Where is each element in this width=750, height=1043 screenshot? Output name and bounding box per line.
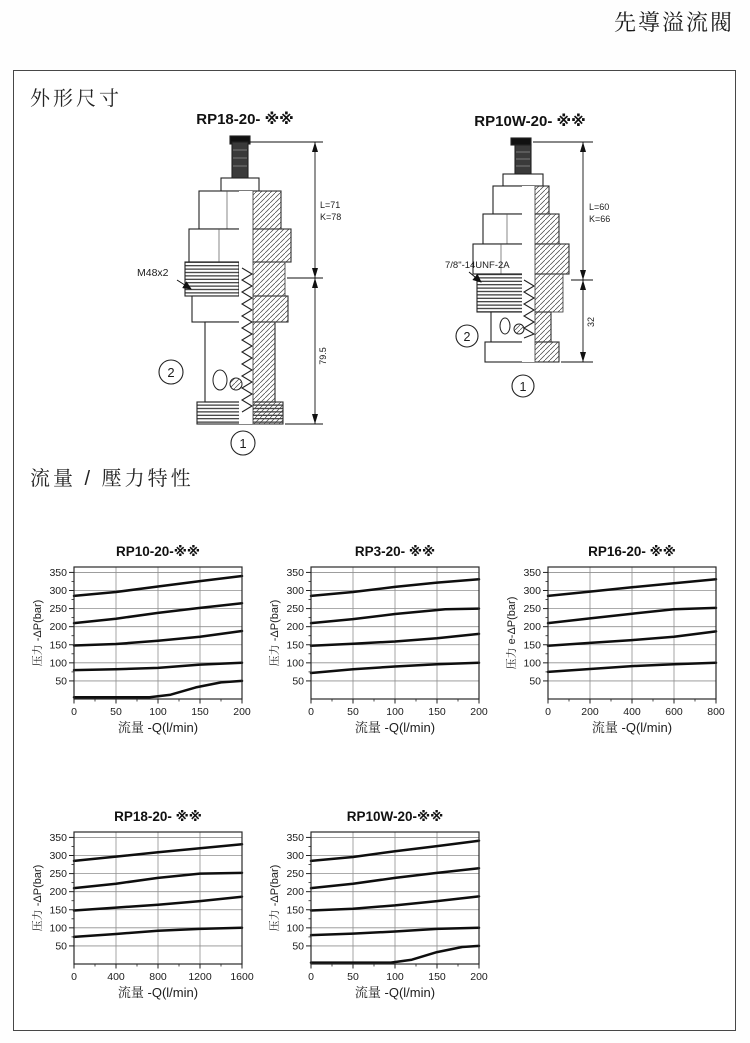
x-tick-label: 150: [428, 971, 446, 983]
valve2-dim-l-label: L=60: [589, 202, 610, 212]
x-axis-label: 流量 -Q(l/min): [117, 720, 199, 735]
x-tick-label: 50: [110, 706, 122, 718]
x-tick-label: 200: [581, 706, 599, 718]
y-tick-label: 50: [529, 675, 541, 688]
y-tick-label: 150: [286, 904, 304, 917]
y-tick-label: 100: [523, 657, 541, 670]
x-tick-label: 200: [233, 706, 251, 718]
y-tick-label: 100: [286, 657, 304, 670]
y-tick-label: 300: [523, 585, 541, 598]
chart-title: RP10-20-※※: [115, 544, 201, 559]
y-tick-label: 200: [523, 621, 541, 634]
y-tick-label: 250: [286, 603, 304, 616]
y-tick-label: 250: [49, 603, 67, 616]
y-tick-label: 200: [286, 621, 304, 634]
y-tick-label: 150: [49, 639, 67, 652]
locknut: [221, 178, 259, 191]
valve1-section-hatch: [253, 191, 291, 424]
y-axis-label: 压力 -ΔP(bar): [269, 864, 281, 932]
port-slot: [213, 370, 227, 390]
valve1-thread-label: M48x2: [137, 267, 169, 279]
y-tick-label: 350: [49, 566, 67, 579]
chart-rp10-20: [30, 543, 262, 743]
x-tick-label: 400: [107, 971, 125, 983]
section-performance-title: 流量 / 壓力特性: [30, 468, 194, 490]
valve2-dim-k-label: K=66: [589, 214, 611, 224]
chart-rp3-20: [267, 543, 499, 743]
x-axis-label: 流量 -Q(l/min): [591, 720, 673, 735]
x-tick-label: 50: [347, 971, 359, 983]
chart-title: RP3-20- ※※: [354, 544, 436, 559]
valve2-drawing: [445, 130, 660, 412]
port-hole: [514, 324, 524, 334]
chart-rp16-20: [504, 543, 736, 743]
valve2-section-hatch: [535, 186, 569, 362]
section-dimensions-title: 外形尺寸: [30, 88, 122, 110]
port-hole: [230, 378, 242, 390]
x-tick-label: 0: [71, 706, 77, 718]
y-tick-label: 150: [523, 639, 541, 652]
y-tick-label: 350: [523, 566, 541, 579]
valve1-model-title: RP18-20- ※※: [196, 111, 294, 128]
adjust-screw: [232, 142, 248, 180]
y-tick-label: 300: [49, 585, 67, 598]
y-axis-label: 压力 -ΔP(bar): [269, 599, 281, 667]
thread-zone: [185, 262, 239, 296]
y-tick-label: 150: [49, 904, 67, 917]
x-tick-label: 0: [71, 971, 77, 983]
valve1-dim-l-label: L=71: [320, 200, 341, 210]
x-tick-label: 0: [308, 706, 314, 718]
x-tick-label: 200: [470, 706, 488, 718]
y-tick-label: 50: [292, 675, 304, 688]
x-tick-label: 600: [665, 706, 683, 718]
y-tick-label: 150: [286, 639, 304, 652]
bore: [239, 191, 253, 424]
x-axis-label: 流量 -Q(l/min): [354, 985, 436, 1000]
thread-zone: [477, 274, 523, 312]
chart-canvas: [267, 543, 499, 743]
x-tick-label: 100: [149, 706, 167, 718]
x-tick-label: 1600: [230, 971, 254, 983]
y-axis-label: 压力 -ΔP(bar): [32, 864, 44, 932]
chart-canvas: [30, 808, 262, 1008]
valve2-model-title: RP10W-20- ※※: [474, 113, 586, 130]
valve2-port1-number: 1: [519, 380, 527, 394]
x-tick-label: 50: [347, 706, 359, 718]
y-tick-label: 250: [286, 868, 304, 881]
x-tick-label: 150: [191, 706, 209, 718]
y-tick-label: 250: [523, 603, 541, 616]
y-tick-label: 50: [55, 675, 67, 688]
x-tick-label: 0: [545, 706, 551, 718]
y-axis-label: 压力 -ΔP(bar): [32, 599, 44, 667]
chart-title: RP16-20- ※※: [588, 544, 676, 559]
x-tick-label: 400: [623, 706, 641, 718]
chart-title: RP18-20- ※※: [114, 809, 202, 824]
y-tick-label: 100: [286, 922, 304, 935]
valve1-port2-number: 2: [167, 365, 175, 380]
y-tick-label: 300: [286, 585, 304, 598]
y-tick-label: 350: [286, 831, 304, 844]
y-tick-label: 200: [286, 886, 304, 899]
screw-cap: [511, 138, 531, 145]
x-tick-label: 1200: [188, 971, 212, 983]
chart-canvas: [267, 808, 499, 1008]
y-axis-label: 压力 e-ΔP(bar): [506, 596, 518, 670]
chart-rp10w-20: [267, 808, 499, 1008]
valve1-dim-k-label: K=78: [320, 212, 342, 222]
y-tick-label: 300: [286, 850, 304, 863]
valve1-drawing: [135, 128, 345, 460]
y-tick-label: 200: [49, 621, 67, 634]
chart-canvas: [504, 543, 736, 743]
y-tick-label: 100: [49, 657, 67, 670]
x-axis-label: 流量 -Q(l/min): [117, 985, 199, 1000]
valve2-thread-label: 7/8"-14UNF-2A: [445, 260, 510, 271]
x-tick-label: 0: [308, 971, 314, 983]
valve1-length-label: 79.5: [318, 347, 328, 365]
x-axis-label: 流量 -Q(l/min): [354, 720, 436, 735]
chart-rp18-20: [30, 808, 262, 1008]
adjust-screw: [515, 145, 531, 174]
chart-title: RP10W-20-※※: [346, 809, 444, 824]
y-tick-label: 100: [49, 922, 67, 935]
valve2-length-label: 32: [586, 316, 596, 328]
chart-canvas: [30, 543, 262, 743]
locknut: [503, 174, 543, 186]
y-tick-label: 250: [49, 868, 67, 881]
y-tick-label: 50: [292, 940, 304, 953]
y-tick-label: 300: [49, 850, 67, 863]
x-tick-label: 150: [428, 706, 446, 718]
x-tick-label: 100: [386, 971, 404, 983]
valve2-port2-number: 2: [463, 330, 471, 344]
y-tick-label: 350: [286, 566, 304, 579]
page-title: 先導溢流閥: [613, 10, 734, 35]
valve1-port1-number: 1: [239, 436, 247, 451]
x-tick-label: 800: [149, 971, 167, 983]
port-slot: [500, 318, 510, 334]
y-tick-label: 50: [55, 940, 67, 953]
bore: [522, 186, 535, 362]
x-tick-label: 100: [386, 706, 404, 718]
x-tick-label: 800: [707, 706, 725, 718]
y-tick-label: 350: [49, 831, 67, 844]
x-tick-label: 200: [470, 971, 488, 983]
y-tick-label: 200: [49, 886, 67, 899]
